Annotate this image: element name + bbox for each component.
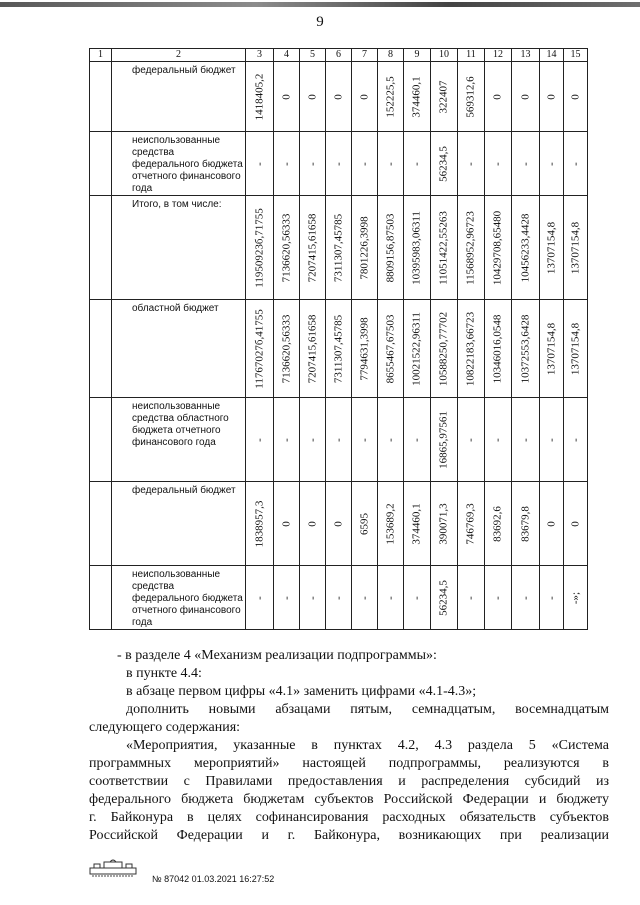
table-row (90, 62, 588, 132)
value-cell (246, 132, 274, 196)
table-row (90, 132, 588, 196)
row-number-cell (90, 132, 112, 196)
value-text: 83679,8 (519, 505, 531, 542)
value-text: - (410, 595, 423, 600)
value-cell (300, 62, 326, 132)
text-line: программных мероприятий» настоящей подпрограммы, реализуются в (89, 756, 609, 771)
value-text: 56234,5 (437, 145, 450, 182)
value-text: - (545, 161, 557, 166)
value-cell (378, 62, 404, 132)
header-cell: 13 (512, 49, 540, 62)
value-text: 7207415,61658 (306, 213, 318, 282)
value-text: 8809156,87503 (384, 213, 396, 282)
value-text: 10395983,06311 (410, 210, 423, 285)
header-cell: 12 (485, 49, 512, 62)
value-text: - (464, 437, 477, 442)
value-cell (300, 132, 326, 196)
value-text: - (358, 595, 370, 600)
table-header-row (90, 49, 588, 62)
value-text: 7311307,45785 (332, 314, 344, 383)
value-cell (352, 566, 378, 630)
value-text: 153689,2 (384, 502, 396, 545)
header-cell: 11 (458, 49, 485, 62)
value-cell (564, 196, 588, 300)
text-line: «Мероприятия, указанные в пунктах 4.2, 4.3 раздела 5 «Система (126, 738, 609, 753)
value-text: 7794631,3998 (358, 316, 370, 381)
row-label: неиспользованные средства федерального бюджета отчетного финансового года (112, 566, 246, 630)
document-id-footer: № 87042 01.03.2021 16:27:52 (152, 874, 275, 884)
value-cell (431, 196, 458, 300)
value-cell (246, 62, 274, 132)
value-text: 374460,1 (410, 75, 423, 118)
value-text: - (280, 595, 292, 600)
value-cell (512, 482, 540, 566)
value-cell (326, 398, 352, 482)
row-label: неиспользованные средства областного бюджета отчетного финансового года (112, 398, 246, 482)
value-text: 322407 (437, 80, 450, 113)
value-text: 0 (280, 93, 292, 100)
row-label: федеральный бюджет (112, 62, 246, 132)
value-text: - (519, 161, 531, 166)
row-label: федеральный бюджет (112, 482, 246, 566)
table-row (90, 482, 588, 566)
value-cell (326, 196, 352, 300)
value-cell (404, 566, 431, 630)
value-cell (512, 196, 540, 300)
value-cell (485, 196, 512, 300)
value-cell (458, 132, 485, 196)
value-cell (352, 482, 378, 566)
value-cell (431, 62, 458, 132)
text-line: соответствии с Правилами предоставления и распределения субсидий из (89, 774, 609, 789)
value-text: 7311307,45785 (332, 213, 344, 282)
value-cell (485, 482, 512, 566)
header-cell: 1 (90, 49, 112, 62)
row-number-cell (90, 300, 112, 398)
value-text: 10822183,66723 (464, 311, 477, 386)
row-number-cell (90, 196, 112, 300)
table-row (90, 398, 588, 482)
value-cell (326, 566, 352, 630)
value-cell (274, 132, 300, 196)
value-text: - (519, 595, 531, 600)
value-cell (274, 398, 300, 482)
value-cell (326, 300, 352, 398)
text-line: - в разделе 4 «Механизм реализации подпрограммы»: (117, 648, 437, 663)
text-line: г. Байконура в целях софинансирования расходных обязательств субъектов (89, 810, 609, 825)
value-text: - (306, 437, 318, 442)
value-cell (540, 300, 564, 398)
value-text: 13707154,8 (545, 322, 557, 375)
value-cell (485, 566, 512, 630)
value-text: 11950923б,71755 (253, 207, 265, 288)
value-text: - (253, 161, 265, 166)
value-text: - (569, 437, 581, 442)
value-text: - (332, 161, 344, 166)
value-text: 390071,3 (437, 502, 450, 545)
value-text: 56234,5 (437, 579, 450, 616)
value-text: - (410, 437, 423, 442)
value-text: 746769,3 (464, 502, 477, 545)
value-cell (300, 300, 326, 398)
value-text: 152225,5 (384, 75, 396, 118)
value-text: - (545, 437, 557, 442)
value-cell (378, 300, 404, 398)
value-text: - (280, 161, 292, 166)
value-cell (564, 482, 588, 566)
value-text: - (519, 437, 531, 442)
value-text: 7207415,61658 (306, 314, 318, 383)
value-text: 10588250,77702 (437, 311, 450, 386)
text-line: следующего содержания: (89, 720, 241, 735)
header-cell: 4 (274, 49, 300, 62)
value-cell (274, 196, 300, 300)
text-line: в пункте 4.4: (126, 666, 202, 681)
row-label: Итого, в том числе: (112, 196, 246, 300)
value-cell (404, 132, 431, 196)
value-text: 0 (306, 93, 318, 100)
value-text: 83692,6 (491, 505, 504, 542)
value-cell (458, 398, 485, 482)
value-text: - (280, 437, 292, 442)
value-text: 11051422,55263 (437, 210, 450, 285)
value-cell (300, 398, 326, 482)
value-text: - (464, 595, 477, 600)
value-cell (485, 62, 512, 132)
value-cell (564, 398, 588, 482)
value-text: - (253, 437, 265, 442)
value-text: -»; (569, 591, 581, 604)
value-text: 0 (306, 520, 318, 527)
value-cell (274, 62, 300, 132)
value-text: - (358, 437, 370, 442)
header-cell: 9 (404, 49, 431, 62)
value-cell (300, 196, 326, 300)
header-cell: 7 (352, 49, 378, 62)
value-text: - (545, 595, 557, 600)
text-line: в абзаце первом цифры «4.1» заменить цифрами «4.1-4.3»; (126, 684, 477, 699)
value-cell (378, 482, 404, 566)
value-cell (246, 300, 274, 398)
value-cell (431, 300, 458, 398)
value-cell (540, 398, 564, 482)
value-cell (246, 398, 274, 482)
value-text: - (306, 161, 318, 166)
value-text: 11767027б,41755 (253, 308, 265, 389)
value-text: 10346016,0548 (491, 314, 504, 383)
row-label: областной бюджет (112, 300, 246, 398)
value-text: 13707154,8 (545, 221, 557, 274)
value-text: 8655467,67503 (384, 314, 396, 383)
value-cell (274, 482, 300, 566)
value-cell (378, 398, 404, 482)
value-text: - (384, 437, 396, 442)
value-cell (540, 62, 564, 132)
table-row (90, 300, 588, 398)
value-cell (564, 566, 588, 630)
value-cell (246, 196, 274, 300)
value-text: 16865,97561 (437, 410, 450, 469)
value-text: - (491, 161, 504, 166)
header-cell: 2 (112, 49, 246, 62)
value-cell (404, 300, 431, 398)
value-text: 569312,6 (464, 75, 477, 118)
value-cell (326, 132, 352, 196)
value-text: 10021522,96311 (410, 311, 423, 386)
value-cell (564, 132, 588, 196)
value-cell (246, 482, 274, 566)
value-cell (512, 300, 540, 398)
header-cell: 5 (300, 49, 326, 62)
value-text: - (253, 595, 265, 600)
text-line: федерального бюджета бюджетам субъектов Российской Федерации и бюджету (89, 792, 609, 807)
value-cell (540, 566, 564, 630)
value-cell (485, 398, 512, 482)
header-cell: 15 (564, 49, 588, 62)
value-cell (431, 132, 458, 196)
value-text: - (332, 595, 344, 600)
value-text: 7136620,56333 (280, 314, 292, 383)
value-text: 0 (569, 520, 581, 527)
value-text: - (410, 161, 423, 166)
value-text: 374460,1 (410, 502, 423, 545)
value-cell (404, 398, 431, 482)
value-text: 1838957,3 (253, 500, 265, 547)
value-text: 0 (569, 93, 581, 100)
value-text: - (306, 595, 318, 600)
row-label: неиспользованные средства федерального бюджета отчетного финансового года (112, 132, 246, 196)
value-text: - (358, 161, 370, 166)
value-cell (512, 62, 540, 132)
value-text: 0 (358, 93, 370, 100)
value-cell (431, 482, 458, 566)
value-cell (458, 196, 485, 300)
value-text: 13707154,8 (569, 322, 581, 375)
value-text: 7136620,56333 (280, 213, 292, 282)
row-number-cell (90, 482, 112, 566)
header-cell: 6 (326, 49, 352, 62)
value-cell (512, 132, 540, 196)
header-cell: 8 (378, 49, 404, 62)
value-cell (485, 132, 512, 196)
value-cell (326, 482, 352, 566)
value-text: 1418405,2 (253, 73, 265, 120)
row-number-cell (90, 566, 112, 630)
value-text: 7801226,3998 (358, 215, 370, 280)
value-cell (540, 196, 564, 300)
value-cell (352, 132, 378, 196)
value-cell (404, 196, 431, 300)
table-row (90, 196, 588, 300)
header-cell: 14 (540, 49, 564, 62)
value-cell (274, 300, 300, 398)
value-cell (378, 566, 404, 630)
value-cell (326, 62, 352, 132)
value-cell (485, 300, 512, 398)
budget-table (89, 48, 588, 630)
value-cell (352, 300, 378, 398)
value-text: 6595 (358, 512, 370, 535)
value-text: 0 (491, 93, 504, 100)
value-cell (352, 196, 378, 300)
page-number: 9 (316, 14, 324, 30)
value-cell (404, 62, 431, 132)
government-emblem-stamp (88, 858, 138, 878)
value-text: 10456233,4428 (519, 213, 531, 282)
value-cell (540, 482, 564, 566)
value-text: - (569, 161, 581, 166)
value-text: 0 (332, 520, 344, 527)
value-text: - (332, 437, 344, 442)
value-text: 10372553,6428 (519, 314, 531, 383)
value-cell (458, 566, 485, 630)
scan-top-edge (0, 2, 640, 7)
value-text: 0 (545, 93, 557, 100)
value-cell (458, 482, 485, 566)
value-cell (352, 398, 378, 482)
text-line: Российской Федерации и г. Байконура, возникающих при реализации (89, 828, 609, 843)
value-cell (431, 566, 458, 630)
value-cell (246, 566, 274, 630)
value-text: 0 (332, 93, 344, 100)
value-cell (378, 132, 404, 196)
value-cell (564, 300, 588, 398)
value-cell (458, 62, 485, 132)
value-cell (404, 482, 431, 566)
value-text: - (384, 161, 396, 166)
value-cell (300, 566, 326, 630)
value-text: 0 (545, 520, 557, 527)
value-text: - (464, 161, 477, 166)
text-line: дополнить новыми абзацами пятым, семнадцатым, восемнадцатым (126, 702, 609, 717)
value-cell (274, 566, 300, 630)
value-text: - (384, 595, 396, 600)
value-text: - (491, 437, 504, 442)
header-cell: 3 (246, 49, 274, 62)
value-text: 11568952,96723 (464, 210, 477, 285)
value-cell (378, 196, 404, 300)
value-cell (512, 398, 540, 482)
value-text: - (491, 595, 504, 600)
row-number-cell (90, 398, 112, 482)
value-text: 0 (280, 520, 292, 527)
value-cell (300, 482, 326, 566)
value-text: 13707154,8 (569, 221, 581, 274)
value-cell (512, 566, 540, 630)
value-cell (352, 62, 378, 132)
value-text: 0 (519, 93, 531, 100)
value-cell (540, 132, 564, 196)
value-cell (564, 62, 588, 132)
value-text: 10429708,65480 (491, 210, 504, 285)
value-cell (431, 398, 458, 482)
header-cell: 10 (431, 49, 458, 62)
row-number-cell (90, 62, 112, 132)
table-row (90, 566, 588, 630)
value-cell (458, 300, 485, 398)
